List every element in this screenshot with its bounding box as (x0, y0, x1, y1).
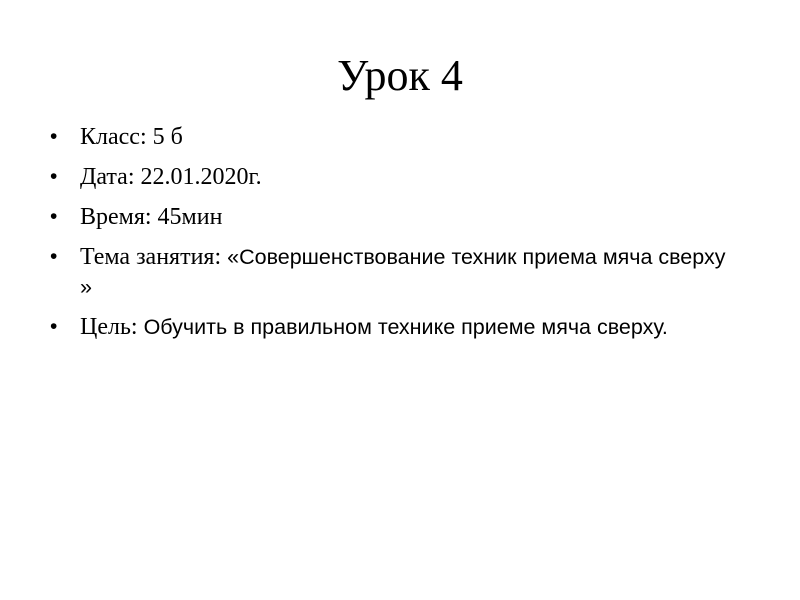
bullet-topic (50, 242, 740, 302)
topic-label: Тема занятия: (80, 244, 228, 270)
topic-value: «Совершенствование техник приема мяча сверху » (80, 245, 726, 299)
bullet-class (50, 122, 740, 152)
bullet-time (50, 202, 740, 232)
bullet-date (50, 162, 740, 192)
slide-title: Урок 4 (337, 51, 463, 100)
bullet-goal (50, 312, 740, 342)
bullet-dot-icon: • (50, 165, 58, 188)
date-text: Дата: 22.01.2020г. (80, 164, 262, 190)
goal-label: Цель: (80, 314, 144, 340)
bullet-dot-icon: • (50, 315, 58, 338)
bullet-dot-icon: • (50, 125, 58, 148)
goal-value: Обучить в правильном технике приеме мяча сверху. (143, 315, 668, 339)
bullet-dot-icon: • (50, 205, 58, 228)
time-text: Время: 45мин (80, 204, 223, 230)
class-text: Класс: 5 б (80, 124, 183, 150)
bullet-dot-icon: • (50, 245, 58, 268)
bullet-list (50, 122, 740, 352)
